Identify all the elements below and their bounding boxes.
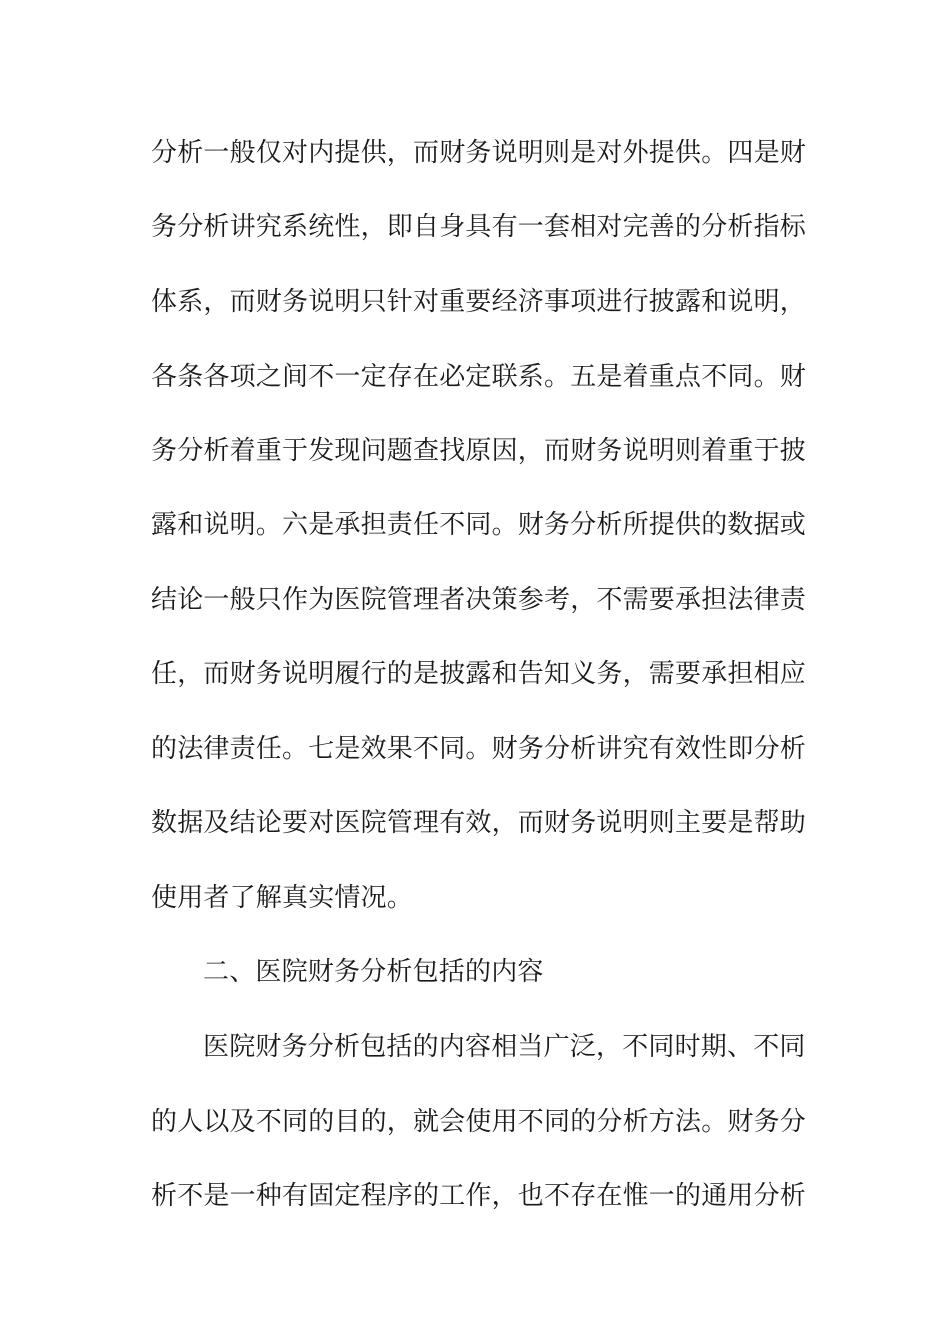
text-line: 数据及结论要对医院管理有效，而财务说明则主要是帮助 bbox=[151, 808, 807, 838]
text-line: 务分析讲究系统性，即自身具有一套相对完善的分析指标 bbox=[151, 212, 807, 242]
text-line: 结论一般只作为医院管理者决策参考，不需要承担法律责 bbox=[151, 585, 807, 615]
text-line: 的人以及不同的目的，就会使用不同的分析方法。财务分 bbox=[151, 1107, 807, 1137]
text-line: 任，而财务说明履行的是披露和告知义务，需要承担相应 bbox=[151, 659, 807, 689]
text-line: 体系，而财务说明只针对重要经济事项进行披露和说明， bbox=[151, 287, 807, 317]
section-heading: 二、医院财务分析包括的内容 bbox=[203, 957, 544, 987]
text-line: 务分析着重于发现问题查找原因，而财务说明则着重于披 bbox=[151, 436, 807, 466]
text-line: 的法律责任。七是效果不同。财务分析讲究有效性即分析 bbox=[151, 734, 807, 764]
text-line: 分析一般仅对内提供，而财务说明则是对外提供。四是财 bbox=[151, 138, 807, 168]
text-line: 使用者了解真实情况。 bbox=[151, 883, 414, 913]
text-line: 析不是一种有固定程序的工作，也不存在惟一的通用分析 bbox=[151, 1181, 807, 1211]
text-line: 各条各项之间不一定存在必定联系。五是着重点不同。财 bbox=[151, 362, 807, 392]
text-line: 露和说明。六是承担责任不同。财务分析所提供的数据或 bbox=[151, 510, 807, 540]
text-line: 医院财务分析包括的内容相当广泛，不同时期、不同 bbox=[203, 1032, 806, 1062]
